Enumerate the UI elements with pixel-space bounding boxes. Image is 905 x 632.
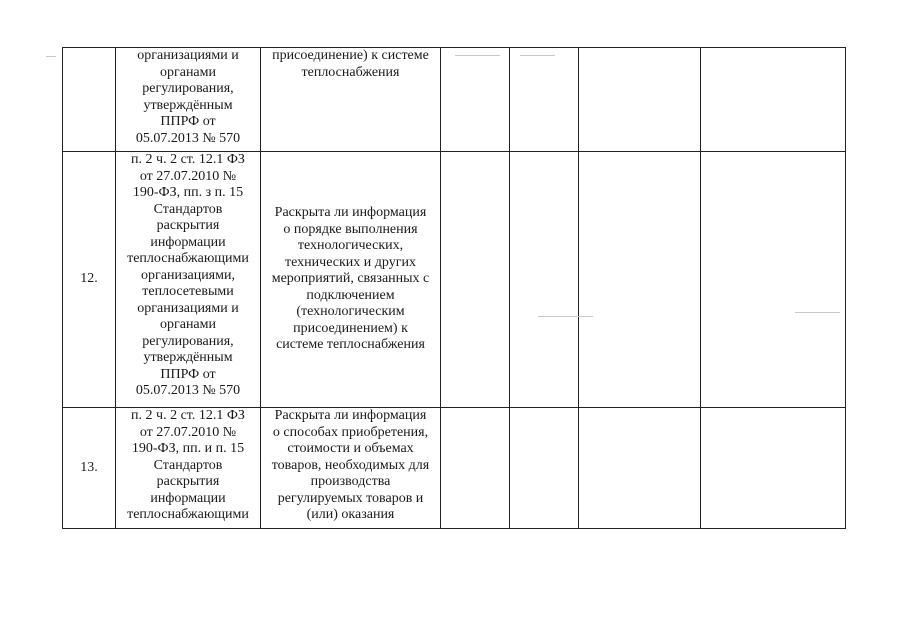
requirement-cell: присоединение) к системе теплоснабжения [261, 48, 441, 152]
table-row [63, 152, 846, 408]
note-cell [701, 408, 846, 529]
answer-yes-cell [441, 408, 510, 529]
answer-no-cell [510, 152, 579, 408]
answer-yes-cell [441, 48, 510, 152]
answer-no-cell [510, 408, 579, 529]
table-row [63, 48, 846, 152]
row-number: 12. [63, 152, 116, 408]
answer-no-cell [510, 48, 579, 152]
scan-speck [455, 55, 500, 56]
scan-speck [795, 312, 840, 313]
row-number: 13. [63, 408, 116, 529]
answer-yes-cell [441, 152, 510, 408]
scan-speck [538, 316, 593, 317]
requirement-cell: Раскрыта ли информация о порядке выполнения технологических, технических и других мероприятий, связанных с подключением (технологическим присоединением) к системе теплоснабжения [261, 152, 441, 408]
note-cell [701, 48, 846, 152]
scan-speck [46, 56, 56, 57]
requirement-cell: Раскрыта ли информация о способах приобретения, стоимости и объемах товаров, необходимых для производства регулируемых товаров и (или) оказания [261, 408, 441, 529]
not-applicable-cell [579, 48, 701, 152]
checklist-table [62, 47, 846, 529]
not-applicable-cell [579, 152, 701, 408]
legal-basis-cell: п. 2 ч. 2 ст. 12.1 ФЗ от 27.07.2010 № 190-ФЗ, пп. з п. 15 Стандартов раскрытия информации теплоснабжающими организациями, теплосетевыми организациями и органами регулирования, утверждённым ППРФ от 05.07.2013 № 570 [116, 152, 261, 408]
scan-speck [520, 55, 555, 56]
legal-basis-cell: организациями и органами регулирования, утверждённым ППРФ от 05.07.2013 № 570 [116, 48, 261, 152]
not-applicable-cell [579, 408, 701, 529]
row-number [63, 48, 116, 152]
note-cell [701, 152, 846, 408]
legal-basis-cell: п. 2 ч. 2 ст. 12.1 ФЗ от 27.07.2010 № 190-ФЗ, пп. и п. 15 Стандартов раскрытия информации теплоснабжающими [116, 408, 261, 529]
table-row [63, 408, 846, 529]
